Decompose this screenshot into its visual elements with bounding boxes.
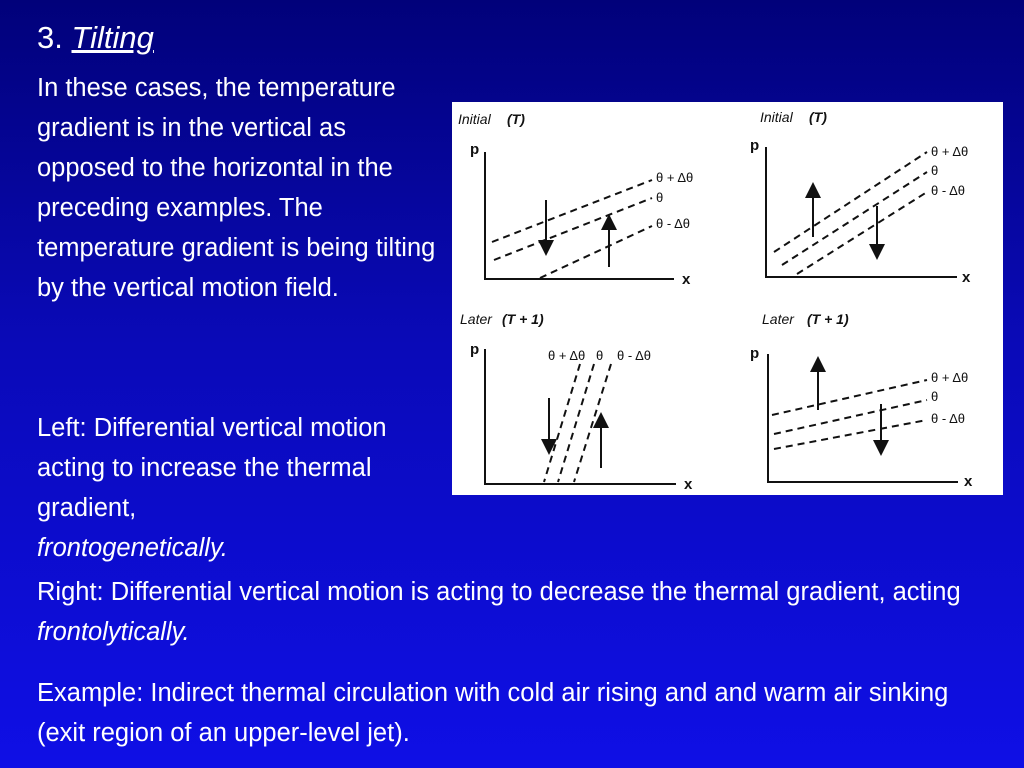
isentrope-mid [782,172,927,265]
y-axis-label: p [470,141,480,158]
panel-label-word: Initial [458,111,491,127]
x-axis-label: x [962,269,971,286]
y-axis-label: p [470,341,480,358]
left-paragraph-italic: frontogenetically. [37,534,228,562]
panel-initial-left [458,111,693,288]
isentrope-bot-label: θ - Δθ [931,411,965,426]
isentrope-mid [774,400,927,434]
isentrope-top-label: θ + Δθ [656,170,694,185]
isentrope-top [772,380,927,415]
isentrope-bot [797,192,927,274]
panel-label-word: Later [460,311,492,327]
isentrope-mid [494,198,652,260]
isentrope-mid-label: θ [656,190,664,205]
axes [485,349,676,484]
isentrope-top-label: θ + Δθ [931,144,969,159]
x-axis-label: x [684,476,693,493]
tilting-diagram [452,102,1003,495]
panel-initial-right [750,109,971,286]
x-axis-label: x [964,473,973,490]
y-axis-label: p [750,137,760,154]
isentrope-top-label: θ + Δθ [931,370,969,385]
isentrope-mid-label: θ [931,163,939,178]
isentrope-bot [540,226,652,278]
left-paragraph-text: Left: Differential vertical motion acting to increase the thermal gradient, [37,414,387,522]
title-number: 3. [37,20,63,55]
panel-later-left [460,311,693,493]
isentrope-top [492,180,652,242]
axes [768,354,958,482]
isentrope-right [574,364,611,482]
isentrope-mid-label: θ [931,389,939,404]
slide-title [37,18,154,58]
isentrope-top [774,152,927,252]
panel-label-time: (T) [507,111,525,127]
isentrope-left-label: θ + Δθ [548,348,586,363]
x-axis-label: x [682,271,691,288]
panel-label-time: (T) [809,109,827,125]
intro-paragraph: In these cases, the temperature gradient is in the vertical as opposed to the horizontal in the preceding examples. The temperature gradient is being tilting by the vertical motion field. [37,74,436,302]
panel-label-time: (T + 1) [807,311,849,327]
y-axis-label: p [750,345,760,362]
isentrope-bot-label: θ - Δθ [931,183,965,198]
panel-label-word: Initial [760,109,793,125]
axes [485,152,674,279]
left-paragraph [37,408,447,568]
isentrope-mid [558,364,594,482]
isentrope-mid-label: θ [596,348,604,363]
example-paragraph: Example: Indirect thermal circulation with cold air rising and and warm air sinking (exit region of an upper-level jet). [37,679,949,747]
right-paragraph [37,572,997,652]
panel-label-time: (T + 1) [502,311,544,327]
isentrope-right-label: θ - Δθ [617,348,651,363]
isentrope-bot-label: θ - Δθ [656,216,690,231]
panel-label-word: Later [762,311,794,327]
title-word: Tilting [71,20,154,55]
panel-later-right [750,311,973,490]
right-paragraph-text: Right: Differential vertical motion is acting to decrease the thermal gradient, acting [37,578,961,606]
right-paragraph-italic: frontolytically. [37,618,190,646]
isentrope-bot [774,420,927,449]
